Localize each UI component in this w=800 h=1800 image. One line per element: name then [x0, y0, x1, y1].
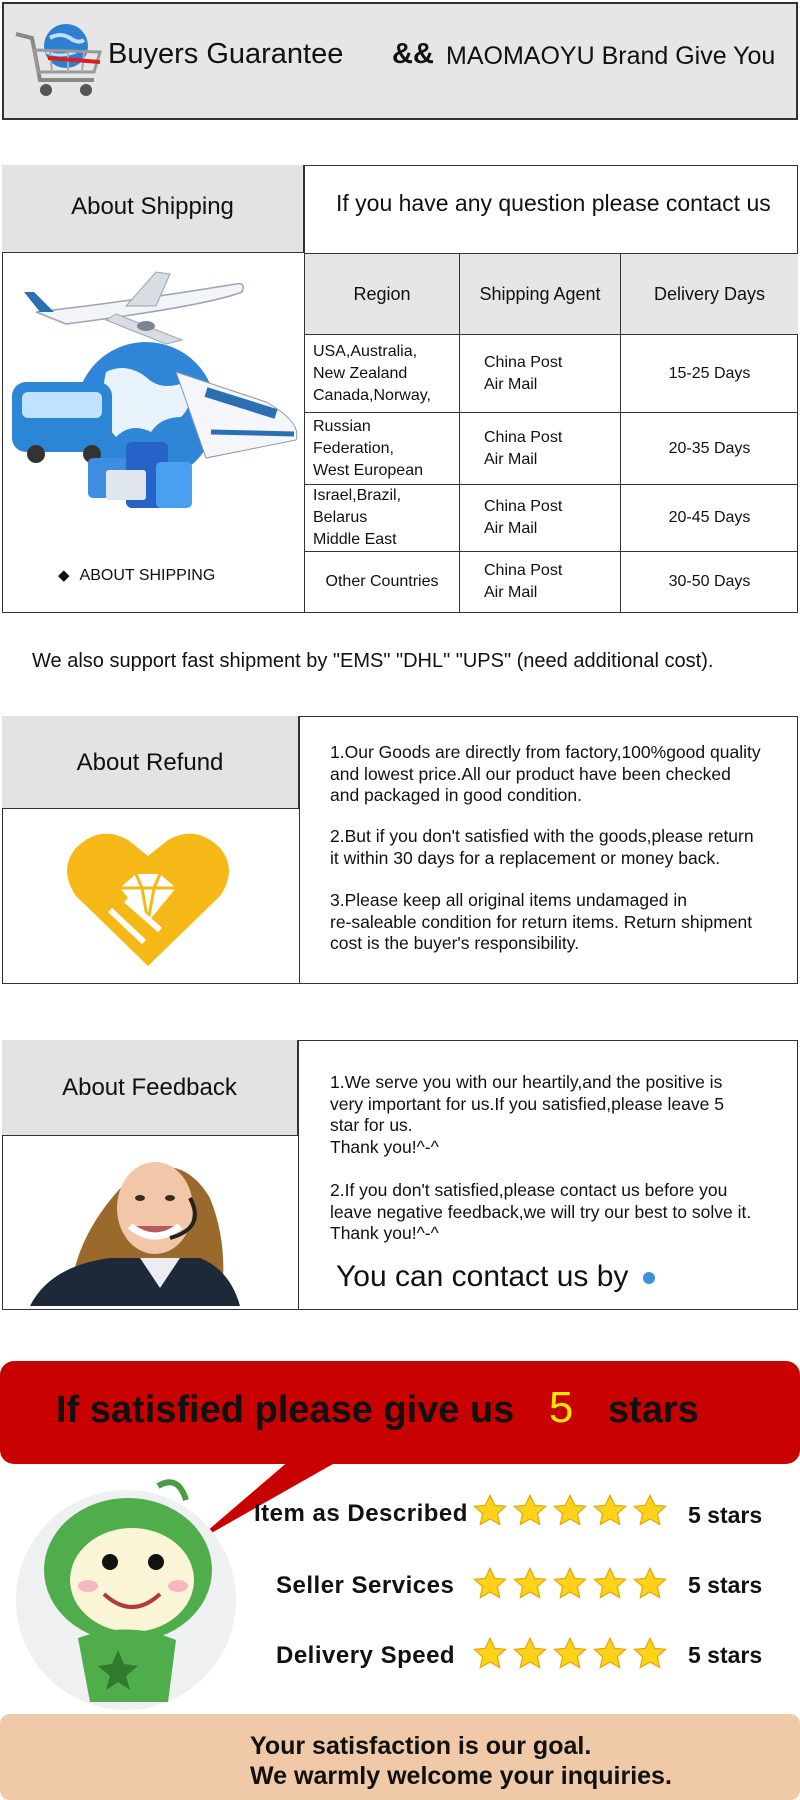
agent-cell: China Post Air Mail — [460, 413, 621, 485]
star-icon[interactable] — [552, 1566, 588, 1602]
star-icon[interactable] — [472, 1636, 508, 1672]
heart-diamond-icon — [62, 826, 234, 972]
shipping-contact-text: If you have any question please contact us — [336, 190, 771, 216]
refund-divider — [299, 716, 300, 984]
days-cell: 20-45 Days — [621, 485, 799, 552]
airplane-icon — [24, 272, 243, 344]
rating-stars[interactable] — [472, 1493, 668, 1529]
chat-bubble-icon[interactable] — [643, 1272, 655, 1284]
header-ampersand: && — [392, 38, 434, 70]
star-icon[interactable] — [632, 1636, 668, 1672]
star-icon[interactable] — [512, 1493, 548, 1529]
star-icon[interactable] — [472, 1566, 508, 1602]
refund-point-1: 1.Our Goods are directly from factory,100%good quality and lowest price.All our product have been checked and packaged in good condition. — [330, 742, 761, 805]
footer-line-1: Your satisfaction is our goal. — [250, 1732, 592, 1760]
days-cell: 15-25 Days — [621, 335, 799, 413]
about-shipping-note-text: ABOUT SHIPPING — [79, 567, 216, 584]
rating-value: 5 stars — [688, 1642, 763, 1668]
shipping-illustration — [6, 262, 300, 524]
feedback-label-box — [2, 1040, 298, 1136]
star-icon[interactable] — [512, 1566, 548, 1602]
region-cell: Israel,Brazil, Belarus Middle East — [305, 485, 460, 552]
table-row — [305, 485, 798, 552]
refund-label-box — [2, 716, 299, 809]
feedback-label: About Feedback — [62, 1074, 237, 1101]
star-icon[interactable] — [552, 1636, 588, 1672]
rating-label: Seller Services — [276, 1572, 455, 1599]
shipping-table — [305, 254, 798, 612]
refund-point-3: 3.Please keep all original items undamaged in re-saleable condition for return items. Return shipment cost is the buyer's responsibility. — [330, 890, 753, 953]
star-icon[interactable] — [472, 1493, 508, 1529]
footer-line-2: We warmly welcome your inquiries. — [250, 1762, 672, 1790]
days-cell: 30-50 Days — [668, 573, 751, 590]
agent-cell: China Post Air Mail — [460, 552, 621, 613]
table-row — [305, 413, 798, 485]
header-brand: MAOMAOYU Brand Give You — [446, 42, 776, 70]
refund-label: About Refund — [76, 749, 224, 776]
header-title: Buyers Guarantee — [108, 38, 344, 70]
rating-label: Item as Described — [254, 1500, 468, 1527]
bus-icon — [12, 382, 112, 463]
rating-value: 5 stars — [688, 1572, 763, 1598]
support-agent-photo — [30, 1138, 240, 1306]
table-row — [305, 335, 798, 413]
rating-stars[interactable] — [472, 1566, 668, 1602]
contact-us-label: You can contact us by — [336, 1260, 629, 1293]
star-icon[interactable] — [632, 1493, 668, 1529]
feedback-point-2: 2.If you don't satisfied,please contact us before you leave negative feedback,we will try our best to solve it. Thank you!^-^ — [330, 1180, 752, 1243]
col-shipping-agent: Shipping Agent — [460, 254, 621, 335]
agent-cell: China Post Air Mail — [460, 335, 621, 413]
table-row — [305, 552, 798, 613]
rating-banner-text — [56, 1383, 699, 1433]
star-icon[interactable] — [632, 1566, 668, 1602]
shopping-cart-globe-icon — [10, 14, 110, 106]
refund-point-2: 2.But if you don't satisfied with the goods,please return it within 30 days for a replacement or money back. — [330, 826, 754, 868]
region-cell: USA,Australia, New Zealand Canada,Norway, — [305, 335, 460, 413]
col-delivery-days: Delivery Days — [621, 254, 799, 335]
rating-banner-prefix: If satisfied please give us — [56, 1389, 515, 1431]
rating-value: 5 stars — [688, 1502, 763, 1528]
feedback-point-1: 1.We serve you with our heartily,and the positive is very important for us.If you satisfied,please leave 5 star for us. Thank you!^-^ — [330, 1072, 724, 1157]
shipping-label: About Shipping — [71, 193, 234, 220]
col-region: Region — [305, 254, 460, 335]
agent-cell: China Post Air Mail — [460, 485, 621, 552]
diamond-bullet-icon: ◆ — [58, 567, 70, 584]
star-icon[interactable] — [552, 1493, 588, 1529]
rating-stars[interactable] — [472, 1636, 668, 1672]
region-cell: Other Countries — [305, 552, 460, 613]
star-icon[interactable] — [592, 1566, 628, 1602]
about-shipping-note — [58, 566, 215, 585]
star-icon[interactable] — [592, 1636, 628, 1672]
star-icon[interactable] — [512, 1636, 548, 1672]
shipping-table-header-row — [305, 254, 798, 335]
rating-label: Delivery Speed — [276, 1642, 456, 1669]
fast-shipment-note: We also support fast shipment by "EMS" "DHL" "UPS" (need additional cost). — [32, 650, 714, 672]
feedback-divider — [298, 1040, 299, 1310]
days-cell: 20-35 Days — [621, 413, 799, 485]
rating-banner-number: 5 — [548, 1383, 574, 1432]
rating-banner-suffix: stars — [607, 1389, 699, 1431]
green-mascot-icon — [8, 1470, 248, 1710]
contact-us-text — [336, 1260, 655, 1294]
star-icon[interactable] — [592, 1493, 628, 1529]
region-cell: Russian Federation, West European — [305, 413, 460, 485]
shipping-label-box — [2, 165, 304, 253]
